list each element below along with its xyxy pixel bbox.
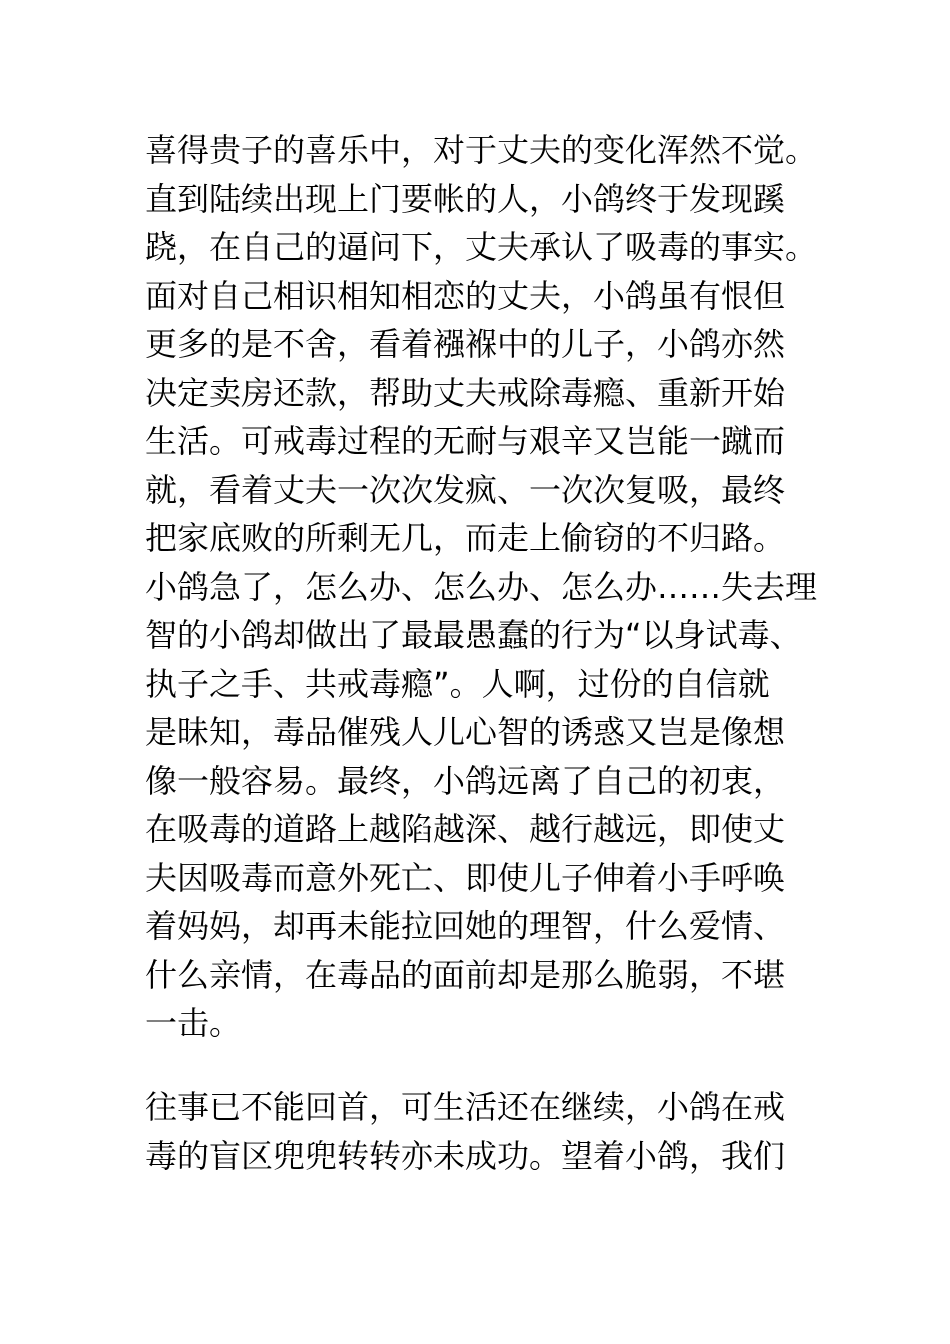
text-line: 在吸毒的道路上越陷越深、越行越远，即使丈 — [145, 810, 786, 848]
text-line: 是昧知，毒品催残人儿心智的诱惑又岂是像想 — [145, 713, 786, 751]
text-line: 跷，在自己的逼问下，丈夫承认了吸毒的事实。 — [145, 228, 818, 266]
paragraph-2 — [145, 1083, 825, 1180]
text-line: 毒的盲区兜兜转转亦未成功。望着小鸽，我们 — [145, 1136, 786, 1175]
text-line: 像一般容易。最终，小鸽远离了自己的初衷， — [145, 761, 786, 800]
text-line: 更多的是不舍，看着襁褓中的儿子，小鸽亦然 — [145, 325, 786, 363]
text-line: 决定卖房还款，帮助丈夫戒除毒瘾、重新开始 — [145, 373, 786, 412]
paragraph-1 — [145, 126, 825, 1048]
text-line: 直到陆续出现上门要帐的人，小鸽终于发现蹊 — [145, 179, 786, 218]
text-line: 什么亲情，在毒品的面前却是那么脆弱，不堪 — [145, 955, 786, 994]
text-line: 就，看着丈夫一次次发疯、一次次复吸，最终 — [145, 470, 786, 509]
text-line: 执子之手、共戒毒瘾”。人啊，过份的自信就 — [145, 664, 770, 703]
text-line: 把家底败的所剩无几，而走上偷窃的不归路。 — [145, 519, 786, 557]
text-line: 面对自己相识相知相恋的丈夫，小鸽虽有恨但 — [145, 276, 786, 315]
text-line: 小鸽急了，怎么办、怎么办、怎么办……失去理 — [145, 567, 818, 606]
text-line: 着妈妈，却再未能拉回她的理智，什么爱情、 — [145, 907, 786, 945]
text-line: 生活。可戒毒过程的无耐与艰辛又岂能一蹴而 — [145, 422, 786, 460]
text-line: 往事已不能回首，可生活还在继续，小鸽在戒 — [145, 1088, 786, 1126]
text-line: 夫因吸毒而意外死亡、即使儿子伸着小手呼唤 — [145, 858, 786, 897]
text-line: 喜得贵子的喜乐中，对于丈夫的变化浑然不觉。 — [145, 131, 818, 169]
text-line: 智的小鸽却做出了最最愚蠢的行为“以身试毒、 — [145, 616, 802, 654]
text-line: 一击。 — [145, 1004, 242, 1042]
